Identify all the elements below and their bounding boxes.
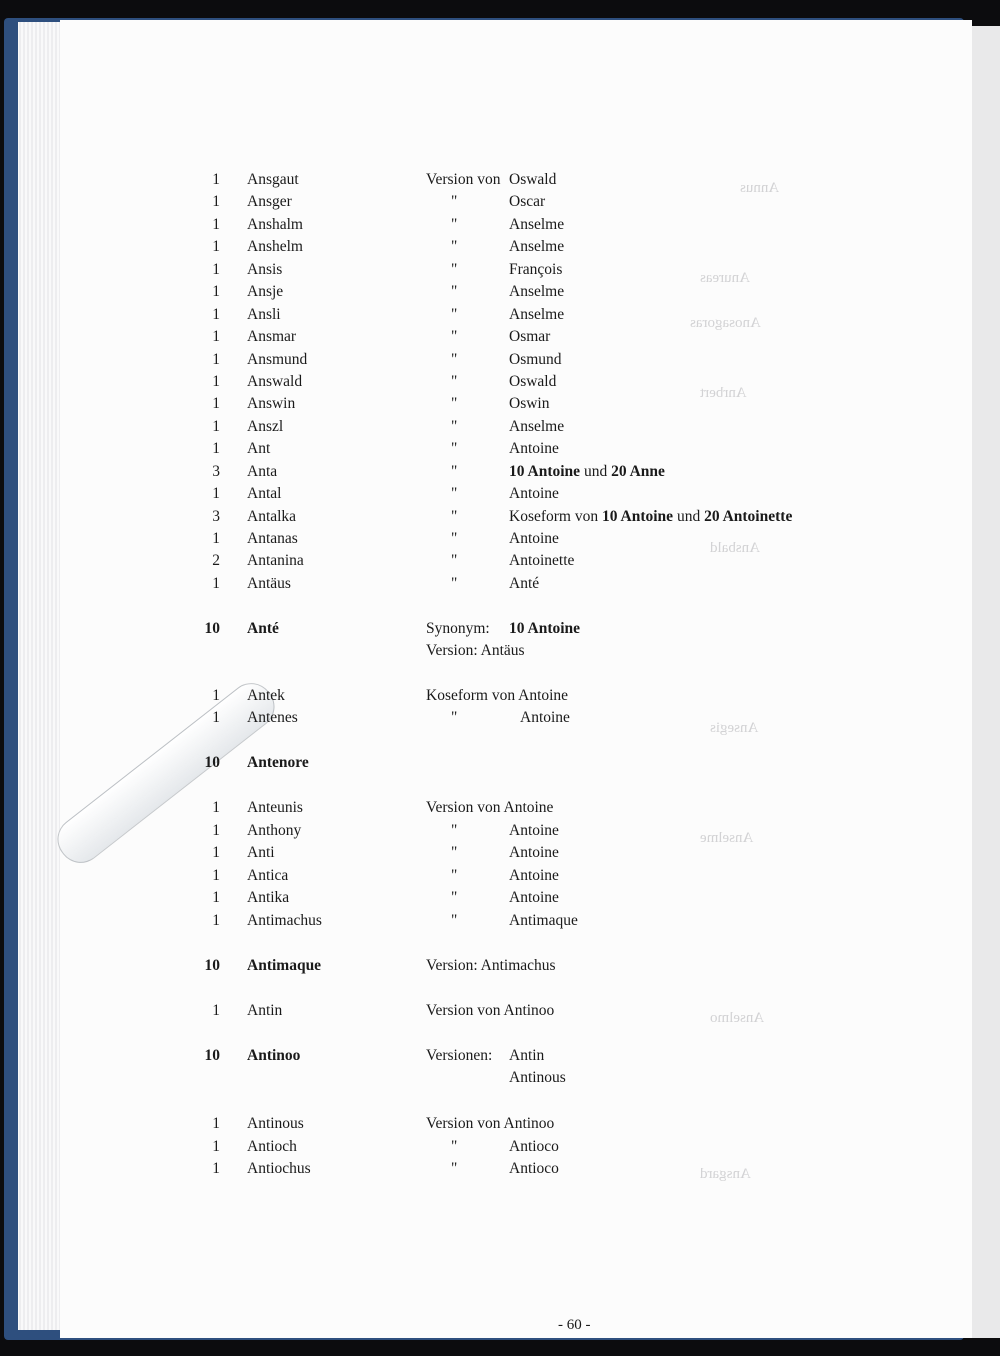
entry-relation: Version von Antinoo xyxy=(426,1115,555,1132)
entry-count: 1 xyxy=(212,418,220,435)
entry-relation: " xyxy=(451,216,458,233)
entry-target: Antoine xyxy=(509,485,559,502)
book-page: Annus Anureas Anosagoras Anrbert Ansbald Ansegis Anselme Anselmo Ansgard 1 Ansgaut Version von Oswald 1 Ansger " Oscar 1 Anshalm " Anselme 1 Anshelm " Anselme 1 Ansis " François 1 Ansje " Anselme 1 Ansli " Anselme 1 Ansmar " Osmar 1 Ansmund " Osmund 1 Answald " Oswald 1 Answin " Oswin 1 Anszl " Anselme 1 Ant " Antoine 3 Anta " 10 Antoine und 20 Anne 1 Antal " Antoine 3 Antalka " Koseform von 10 Antoine und 20 Antoinette 1 Antanas " Antoine 2 Antanina " Antoinette 1 Antäus " Anté 10 Anté Synonym: 10 Antoine Version: Antäus 1 Antek Koseform von Antoine 1 Antenes " Antoine 10 Antenore 1 Anteunis Version von Antoine 1 Anthony " Antoine 1 Anti " Antoine 1 Antica " Antoine 1 Antika " Antoine 1 Antimachus " Antimaque 10 Antimaque Version: Antimachus 1 Antin Version von Antinoo 10 Antinoo Versionen: Antin Antinous 1 Antinous Version von Antinoo 1 Antioch " Antioco 1 Antiochus " Antioco - 60 - xyxy=(60,20,972,1338)
entry-relation: " xyxy=(451,261,458,278)
entry-count: 1 xyxy=(212,261,220,278)
entry-name: Anté xyxy=(247,620,279,637)
entry-relation: Version von xyxy=(426,171,501,188)
entry-name: Ansje xyxy=(247,283,284,300)
entry-target: Antin xyxy=(509,1047,545,1064)
entry-count: 3 xyxy=(212,463,220,480)
entry-count: 1 xyxy=(212,395,220,412)
entry-relation: Synonym: xyxy=(426,620,490,637)
entry-target xyxy=(509,509,792,525)
entry-relation: " xyxy=(451,238,458,255)
entry-target-part: 20 Antoinette xyxy=(704,508,793,525)
entry-name: Ansger xyxy=(247,193,292,210)
entry-relation: " xyxy=(451,1160,458,1177)
entry-name: Antioch xyxy=(247,1138,297,1155)
entry-relation: Version von Antinoo xyxy=(426,1002,555,1019)
entry-relation: Version: Antimachus xyxy=(426,957,556,974)
entry-name: Antal xyxy=(247,485,282,502)
entry-count: 1 xyxy=(212,193,220,210)
entry-name: Answald xyxy=(247,373,303,390)
entry-count: 1 xyxy=(212,889,220,906)
entry-relation: " xyxy=(451,912,458,929)
entry-relation: " xyxy=(451,844,458,861)
entry-target: Anselme xyxy=(509,306,565,323)
entry-target-part: und xyxy=(580,463,612,480)
entry-relation: " xyxy=(451,822,458,839)
entry-name: Anszl xyxy=(247,418,284,435)
entry-count: 1 xyxy=(212,1160,220,1177)
entry-target: Antimaque xyxy=(509,912,578,929)
entry-name: Antenore xyxy=(247,754,309,771)
entry-relation: " xyxy=(451,575,458,592)
entry-target: Antoine xyxy=(509,822,559,839)
entry-target: Antoine xyxy=(509,530,559,547)
entry-count: 1 xyxy=(212,575,220,592)
entry-target xyxy=(509,464,665,480)
entry-name: Ansli xyxy=(247,306,281,323)
entry-name: Anta xyxy=(247,463,278,480)
entry-count: 1 xyxy=(212,373,220,390)
entry-count: 10 xyxy=(204,620,220,637)
entry-target: Antioco xyxy=(509,1160,559,1177)
entry-target: Osmund xyxy=(509,351,562,368)
entry-target-part: und xyxy=(673,508,705,525)
entry-count: 1 xyxy=(212,238,220,255)
entry-count: 3 xyxy=(212,508,220,525)
entry-target: Oswald xyxy=(509,171,557,188)
entry-count: 1 xyxy=(212,351,220,368)
entry-relation: " xyxy=(451,463,458,480)
entry-name: Antäus xyxy=(247,575,291,592)
entry-name: Antimaque xyxy=(247,957,322,974)
entry-count: 1 xyxy=(212,1138,220,1155)
entry-target: François xyxy=(509,261,563,278)
entry-count: 1 xyxy=(212,844,220,861)
entry-count: 1 xyxy=(212,171,220,188)
entry-relation: " xyxy=(451,530,458,547)
entry-relation-secondary: Version: Antäus xyxy=(426,642,525,659)
entry-relation: " xyxy=(451,283,458,300)
entry-relation: Versionen: xyxy=(426,1047,493,1064)
entry-name: Ansgaut xyxy=(247,171,299,188)
entry-target: Anté xyxy=(509,575,540,592)
entry-name: Antalka xyxy=(247,508,297,525)
entry-target-part: 20 Anne xyxy=(611,463,665,480)
entry-target: Antoine xyxy=(520,709,570,726)
entry-target: Anselme xyxy=(509,418,565,435)
entry-count: 1 xyxy=(212,328,220,345)
entry-name: Ansis xyxy=(247,261,283,278)
entry-count: 1 xyxy=(212,306,220,323)
entry-name: Antimachus xyxy=(247,912,322,929)
entry-count: 2 xyxy=(212,552,220,569)
entry-name: Antinous xyxy=(247,1115,304,1132)
entry-relation: " xyxy=(451,328,458,345)
entry-count: 10 xyxy=(204,754,220,771)
entry-count: 1 xyxy=(212,216,220,233)
entry-count: 10 xyxy=(204,1047,220,1064)
entry-name: Antinoo xyxy=(247,1047,301,1064)
entry-count: 1 xyxy=(212,530,220,547)
entry-target: Osmar xyxy=(509,328,551,345)
entry-relation: Version von Antoine xyxy=(426,799,554,816)
entry-relation: " xyxy=(451,193,458,210)
entry-target: Oswin xyxy=(509,395,550,412)
facing-page-edge xyxy=(970,26,1000,1338)
entry-target: Antoine xyxy=(509,867,559,884)
entry-relation: " xyxy=(451,351,458,368)
entry-relation: " xyxy=(451,395,458,412)
entry-relation: " xyxy=(451,418,458,435)
entry-name: Antenes xyxy=(247,709,298,726)
entry-name: Ant xyxy=(247,440,271,457)
entry-target-part: 10 Antoine xyxy=(602,508,674,525)
entry-name: Antin xyxy=(247,1002,283,1019)
entry-count: 1 xyxy=(212,1002,220,1019)
entry-count: 1 xyxy=(212,709,220,726)
entry-count: 1 xyxy=(212,822,220,839)
entry-target: Antioco xyxy=(509,1138,559,1155)
entry-relation: " xyxy=(451,373,458,390)
entry-count: 1 xyxy=(212,799,220,816)
entry-name: Antika xyxy=(247,889,290,906)
entry-relation: " xyxy=(451,552,458,569)
entry-relation: " xyxy=(451,1138,458,1155)
entry-target: Anselme xyxy=(509,216,565,233)
entry-target-secondary: Antinous xyxy=(509,1069,566,1086)
entry-count: 1 xyxy=(212,687,220,704)
entry-relation: " xyxy=(451,508,458,525)
entry-name: Antanas xyxy=(247,530,298,547)
entry-target: Oscar xyxy=(509,193,546,210)
entry-target: Oswald xyxy=(509,373,557,390)
entry-name: Anshelm xyxy=(247,238,303,255)
page-number: - 60 - xyxy=(558,1317,591,1333)
entry-name: Anteunis xyxy=(247,799,303,816)
entry-name: Antek xyxy=(247,687,285,704)
entry-target: Antoine xyxy=(509,889,559,906)
entry-target: Antoine xyxy=(509,844,559,861)
entry-count: 1 xyxy=(212,283,220,300)
entry-relation: Koseform von Antoine xyxy=(426,687,569,704)
entry-relation: " xyxy=(451,440,458,457)
entry-name: Anthony xyxy=(247,822,302,839)
entry-count: 1 xyxy=(212,1115,220,1132)
entry-name: Ansmar xyxy=(247,328,297,345)
entry-count: 1 xyxy=(212,440,220,457)
entry-target: Antoine xyxy=(509,440,559,457)
entry-target: Anselme xyxy=(509,283,565,300)
entry-target: Antoinette xyxy=(509,552,575,569)
entry-name: Antiochus xyxy=(247,1160,311,1177)
entry-relation: " xyxy=(451,485,458,502)
entry-name: Antanina xyxy=(247,552,304,569)
entry-count: 10 xyxy=(204,957,220,974)
entry-relation: " xyxy=(451,889,458,906)
entry-name: Answin xyxy=(247,395,296,412)
entry-relation: " xyxy=(451,709,458,726)
entry-name: Ansmund xyxy=(247,351,308,368)
entry-count: 1 xyxy=(212,485,220,502)
entry-target: 10 Antoine xyxy=(509,620,581,637)
entry-target-part: 10 Antoine xyxy=(509,463,581,480)
entry-relation: " xyxy=(451,306,458,323)
entry-count: 1 xyxy=(212,867,220,884)
entry-target-part: Koseform von xyxy=(509,508,602,525)
entry-name: Antica xyxy=(247,867,289,884)
entry-target: Anselme xyxy=(509,238,565,255)
entry-relation: " xyxy=(451,867,458,884)
entry-name: Anshalm xyxy=(247,216,303,233)
entry-name: Anti xyxy=(247,844,275,861)
entry-count: 1 xyxy=(212,912,220,929)
